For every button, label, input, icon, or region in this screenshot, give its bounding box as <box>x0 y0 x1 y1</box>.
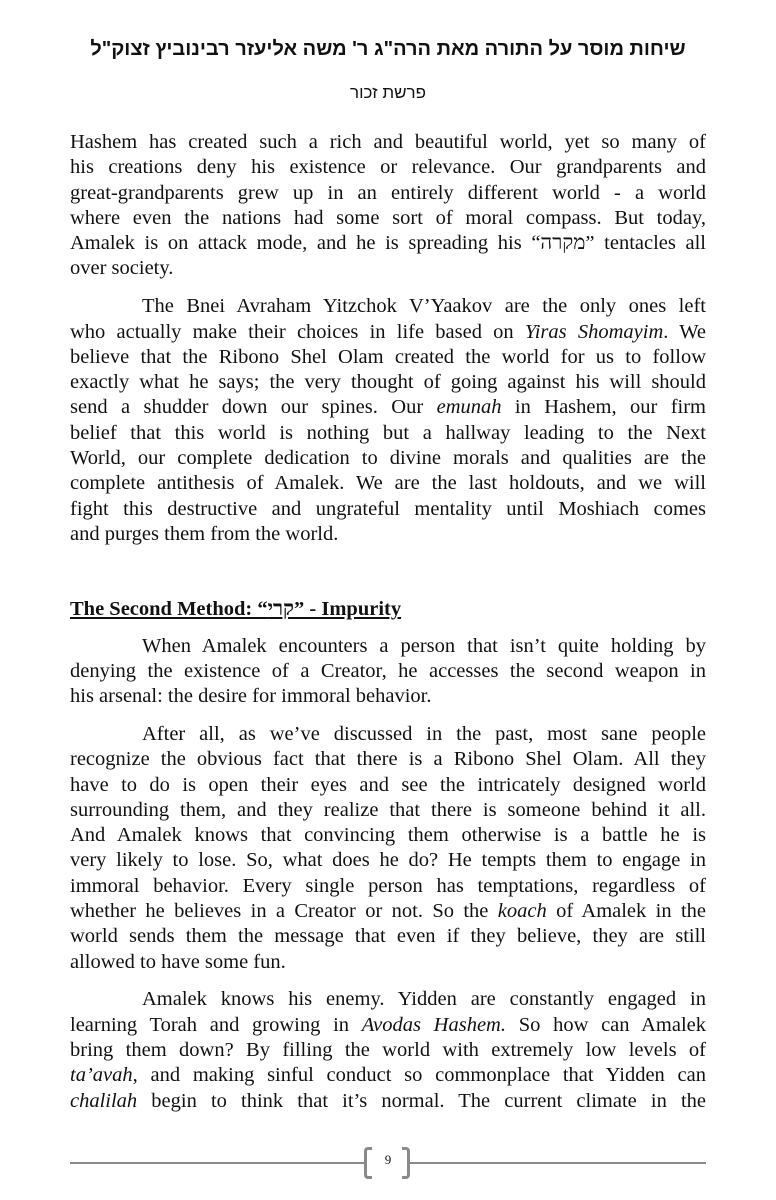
text-line: When Amalek encounters a person that isn’t quite holding by <box>142 634 706 657</box>
page-body <box>70 130 706 1126</box>
page-number: 9 <box>384 1152 392 1167</box>
paragraph <box>70 722 706 975</box>
footer-rule-left <box>70 1162 364 1164</box>
text-line: who actually make their choices in life based on Yiras Shomayim. We <box>70 320 707 343</box>
text-line: whether he believes in a Creator or not. So the koach of Amalek in the <box>70 900 706 923</box>
footer-rule-right <box>410 1162 706 1164</box>
text-line: exactly what he says; the very thought of going against his will should <box>70 371 706 394</box>
text-line: And Amalek knows that convincing them otherwise is a battle he is <box>70 824 706 847</box>
text-line: Hashem has created such a rich and beautiful world, yet so many of <box>70 131 706 153</box>
text-line: denying the existence of a Creator, he accesses the second weapon in <box>70 659 706 682</box>
text-line: chalilah begin to think that it’s normal. The current climate in the <box>70 1089 706 1112</box>
italic-term: Yiras Shomayim <box>524 320 664 343</box>
text-line: bring them down? By filling the world with extremely low levels of <box>70 1039 706 1061</box>
text-line: where even the nations had some sort of moral compass. But today, <box>70 206 706 229</box>
text-line: Amalek knows his enemy. Yidden are constantly engaged in <box>142 988 706 1011</box>
italic-term: koach <box>497 900 547 923</box>
text-line: world sends them the message that even if they believe, they are still <box>70 925 706 948</box>
italic-term: ta’avah <box>70 1064 133 1087</box>
paragraph <box>70 987 706 1113</box>
text-line: recognize the obvious fact that there is a Ribono Shel Olam. All they <box>70 748 706 771</box>
text-line: ta’avah, and making sinful conduct so commonplace that Yidden can <box>70 1064 706 1087</box>
text-line: very likely to lose. So, what does he do? He tempts them to engage in <box>70 849 706 872</box>
text-line: his arsenal: the desire for immoral behavior. <box>70 685 432 708</box>
section-heading: The Second Method: “קרי” - Impurity <box>70 598 402 621</box>
text-line: complete antithesis of Amalek. We are the last holdouts, and we will <box>70 472 706 495</box>
text-line: great-grandparents grew up in an entirely different world - a world <box>70 181 706 204</box>
page-number-bracket-left <box>364 1147 372 1179</box>
text-line: immoral behavior. Every single person has temptations, regardless of <box>70 874 706 897</box>
text-line: belief that this world is nothing but a hallway leading to the Next <box>70 421 706 444</box>
paragraph <box>70 294 706 547</box>
text-line: allowed to have some fun. <box>70 950 286 973</box>
text-line: After all, as we’ve discussed in the past, most sane people <box>142 722 706 745</box>
italic-term: Avodas Hashem. <box>361 1013 506 1036</box>
text-line: World, our complete dedication to divine morals and qualities are the <box>70 447 706 470</box>
italic-term: chalilah <box>70 1089 138 1112</box>
text-line: believe that the Ribono Shel Olam created the world for us to follow <box>70 345 706 368</box>
text-line: his creations deny his existence or relevance. Our grandparents and <box>70 156 706 179</box>
text-line: surrounding them, and they realize that there is someone behind it all. <box>70 798 706 821</box>
text-line: Amalek is on attack mode, and he is spreading his “מקרה” tentacles all <box>70 232 706 255</box>
text-line: and purges them from the world. <box>70 522 339 545</box>
text-line: have to do is open their eyes and see the intricately designed world <box>70 773 706 796</box>
running-header-title: שיחות מוסר על התורה מאת הרה"ג ר' משה אליעזר רבינוביץ זצוק"ל <box>90 38 686 60</box>
text-line: send a shudder down our spines. Our emunah in Hashem, our firm <box>70 396 707 419</box>
paragraph <box>70 634 706 710</box>
running-header-subtitle: פרשת זכור <box>350 83 426 102</box>
text-line: learning Torah and growing in Avodas Hashem. So how can Amalek <box>70 1013 707 1036</box>
text-line: over society. <box>70 257 174 280</box>
page-number-bracket-right <box>402 1147 410 1179</box>
text-line: fight this destructive and ungrateful mentality until Moshiach comes <box>70 497 706 520</box>
paragraph <box>70 130 706 282</box>
italic-term: emunah <box>436 396 502 419</box>
text-line: The Bnei Avraham Yitzchok V’Yaakov are the only ones left <box>142 295 706 318</box>
